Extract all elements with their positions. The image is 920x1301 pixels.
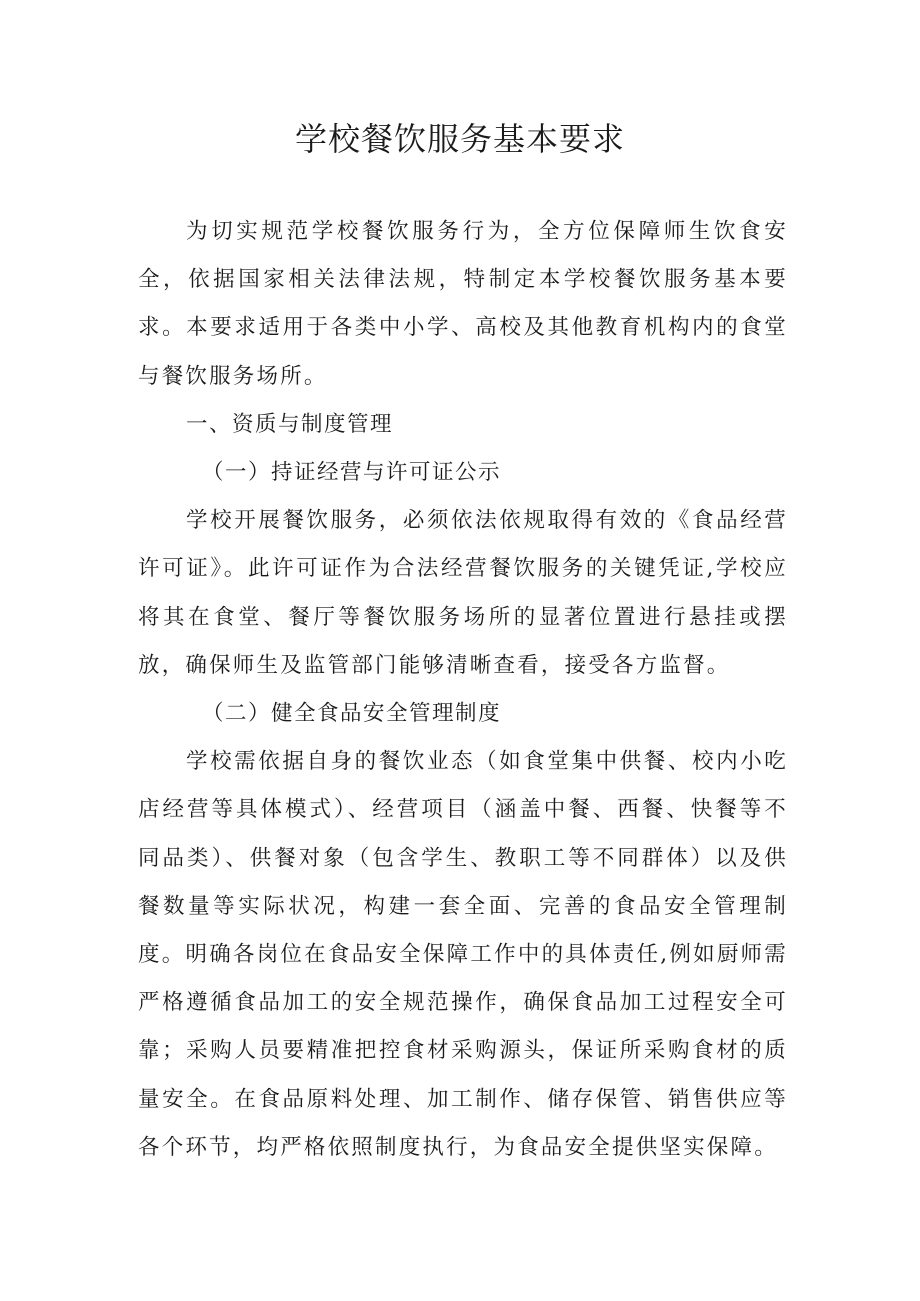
intro-paragraph: 为切实规范学校餐饮服务行为，全方位保障师生饮食安全，依据国家相关法律法规，特制定本学校餐饮服务基本要求。本要求适用于各类中小学、高校及其他教育机构内的食堂与餐饮服务场所。 <box>138 219 788 389</box>
subsection-heading-management-system: （二）健全食品安全管理制度 <box>202 701 502 727</box>
document-title: 学校餐饮服务基本要求 <box>294 120 625 158</box>
section-heading-qualification: 一、资质与制度管理 <box>186 411 394 437</box>
document-body <box>138 208 788 1172</box>
subsection-heading-license: （一）持证经营与许可证公示 <box>202 460 502 486</box>
management-system-paragraph: 学校需依据自身的餐饮业态（如食堂集中供餐、校内小吃店经营等具体模式）、经营项目（涵盖中餐、西餐、快餐等不同品类）、供餐对象（包含学生、教职工等不同群体）以及供餐数量等实际状况，构建一套全面、完善的食品安全管理制度。明确各岗位在食品安全保障工作中的具体责任,例如厨师需严格遵循食品加工的安全规范操作，确保食品加工过程安全可靠；采购人员要精准把控食材采购源头，保证所采购食材的质量安全。在食品原料处理、加工制作、储存保管、销售供应等各个环节，均严格依照制度执行，为食品安全提供坚实保障。 <box>138 749 788 1160</box>
license-paragraph: 学校开展餐饮服务，必须依法依规取得有效的《食品经营许可证》。此许可证作为合法经营餐饮服务的关键凭证,学校应将其在食堂、餐厅等餐饮服务场所的显著位置进行悬挂或摆放，确保师生及监管部门能够清晰查看，接受各方监督。 <box>138 508 788 678</box>
